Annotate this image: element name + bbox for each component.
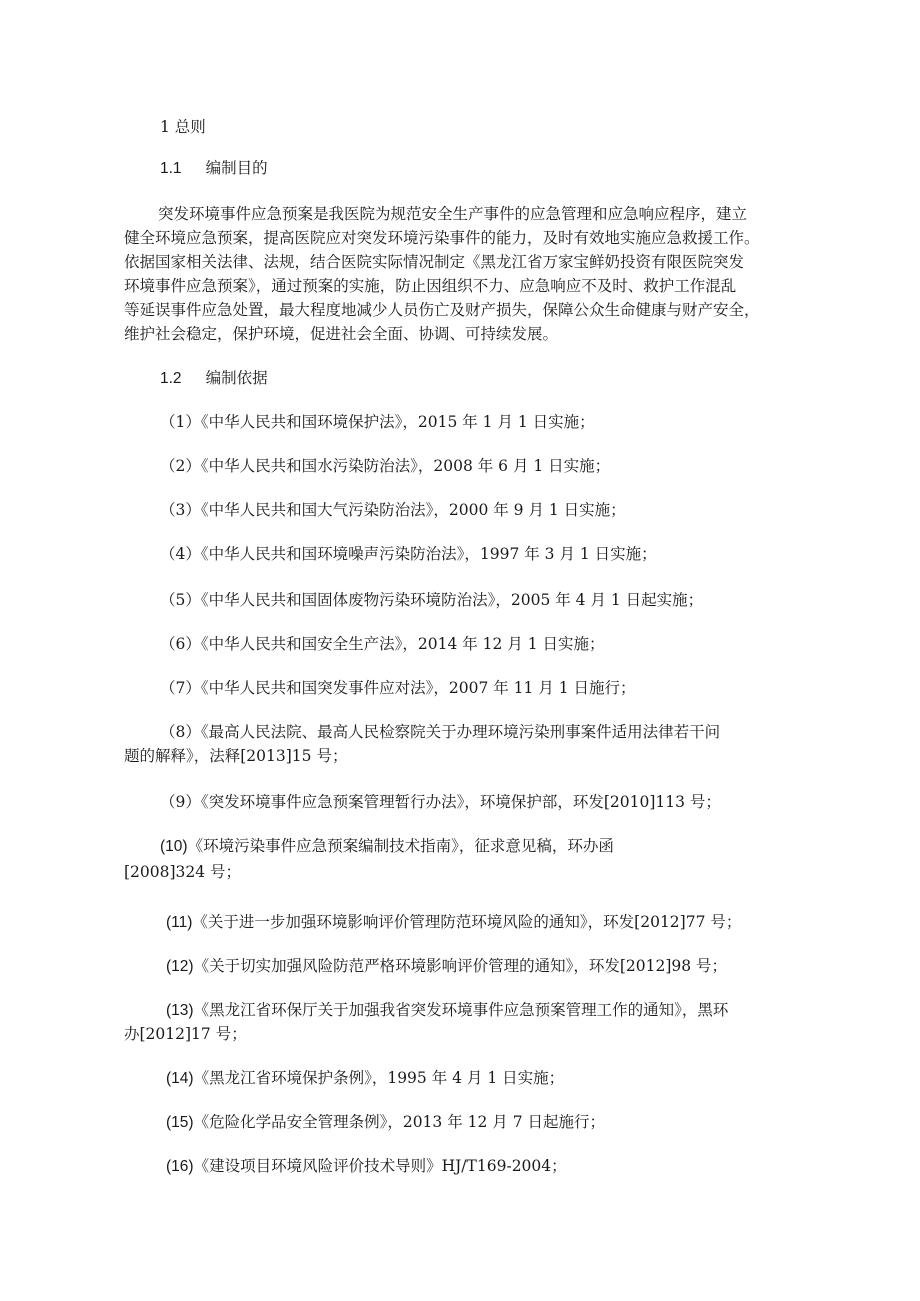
section-title bbox=[160, 115, 206, 139]
basis-item bbox=[160, 498, 626, 522]
basis-item-label: （7） bbox=[160, 679, 201, 697]
basis-item bbox=[166, 1066, 564, 1091]
basis-item-text: 《建设项目环境风险评价技术导则》HJ/T169-2004； bbox=[193, 1157, 567, 1175]
basis-item-text: 《关于进一步加强环境影响评价管理防范环境风险的通知》，环发[2012]77 号； bbox=[192, 913, 742, 931]
basis-item-label: (10) bbox=[160, 838, 188, 855]
paragraph-line: 环境事件应急预案》，通过预案的实施，防止因组织不力、应急响应不及时、救护工作混乱 bbox=[124, 277, 737, 295]
basis-item-text: 题的解释》，法释[2013]15 号； bbox=[124, 747, 348, 765]
paragraph-line: 依据国家相关法律、法规，结合医院实际情况制定《黑龙江省万家宝鲜奶投资有限医院突发 bbox=[124, 253, 745, 271]
basis-item-label: (12) bbox=[166, 958, 194, 975]
basis-item-label: (13) bbox=[166, 1002, 194, 1019]
basis-item-text: 《最高人民法院、最高人民检察院关于办理环境污染刑事案件适用法律若干问 bbox=[200, 723, 721, 741]
paragraph-line: 健全环境应急预案，提高医院应对突发环境污染事件的能力，及时有效地实施应急救援工作。 bbox=[124, 229, 760, 247]
basis-item-text: 《中华人民共和国大气污染防治法》，2000 年 9 月 1 日实施； bbox=[200, 501, 626, 519]
basis-item-text: 办[2012]17 号； bbox=[124, 1025, 247, 1043]
basis-item bbox=[160, 632, 605, 656]
section-title-text: 1 总则 bbox=[160, 118, 206, 136]
subsection-number: 1.1 bbox=[160, 160, 182, 177]
purpose-paragraph bbox=[124, 202, 800, 346]
basis-item-label: (14) bbox=[166, 1070, 194, 1087]
subsection-heading-basis bbox=[160, 366, 268, 391]
basis-item-text: 《突发环境事件应急预案管理暂行办法》，环境保护部，环发[2010]113 号； bbox=[200, 793, 721, 811]
basis-item bbox=[166, 998, 728, 1023]
basis-item bbox=[166, 1154, 567, 1179]
basis-item bbox=[160, 454, 610, 478]
subsection-title: 编制目的 bbox=[205, 159, 268, 177]
basis-item bbox=[166, 954, 727, 979]
basis-item-label: （5） bbox=[160, 591, 201, 609]
basis-item-text: 《危险化学品安全管理条例》，2013 年 12 月 7 日起施行； bbox=[193, 1113, 605, 1131]
basis-item bbox=[160, 676, 636, 700]
basis-item-label: (16) bbox=[166, 1158, 194, 1175]
basis-item-text: 《环境污染事件应急预案编制技术指南》，征求意见稿，环办函 bbox=[187, 837, 614, 855]
basis-item bbox=[166, 910, 741, 935]
basis-item-label: （2） bbox=[160, 457, 201, 475]
basis-item bbox=[160, 720, 720, 744]
subsection-number: 1.2 bbox=[160, 370, 182, 387]
basis-item-text: 《黑龙江省环保厅关于加强我省突发环境事件应急预案管理工作的通知》，黑环 bbox=[193, 1001, 729, 1019]
subsection-title: 编制依据 bbox=[205, 369, 268, 387]
basis-item-label: （8） bbox=[160, 723, 201, 741]
basis-item-continuation bbox=[124, 744, 347, 768]
basis-item-text: 《中华人民共和国突发事件应对法》，2007 年 11 月 1 日施行； bbox=[200, 679, 636, 697]
basis-item-continuation bbox=[124, 860, 241, 884]
basis-item-label: （1） bbox=[160, 413, 201, 431]
basis-item bbox=[160, 834, 614, 859]
basis-item-label: （4） bbox=[160, 545, 201, 563]
basis-item-label: （3） bbox=[160, 501, 201, 519]
basis-item-continuation bbox=[124, 1022, 247, 1046]
basis-item-text: 《中华人民共和国安全生产法》，2014 年 12 月 1 日实施； bbox=[200, 635, 605, 653]
paragraph-line: 维护社会稳定，保护环境，促进社会全面、协调、可持续发展。 bbox=[124, 325, 559, 343]
subsection-heading-purpose bbox=[160, 156, 268, 181]
basis-item-label: （6） bbox=[160, 635, 201, 653]
basis-item bbox=[166, 1110, 605, 1135]
basis-item-label: （9） bbox=[160, 793, 201, 811]
basis-item-text: [2008]324 号； bbox=[124, 863, 242, 881]
basis-item-text: 《中华人民共和国水污染防治法》，2008 年 6 月 1 日实施； bbox=[200, 457, 611, 475]
paragraph-line: 突发环境事件应急预案是我医院为规范安全生产事件的应急管理和应急响应程序，建立 bbox=[158, 205, 748, 223]
basis-item-label: (15) bbox=[166, 1114, 194, 1131]
basis-item-text: 《黑龙江省环境保护条例》，1995 年 4 月 1 日实施； bbox=[193, 1069, 565, 1087]
basis-item bbox=[160, 790, 721, 814]
basis-item bbox=[160, 542, 657, 566]
basis-item bbox=[160, 410, 595, 434]
paragraph-line: 等延误事件应急处置，最大程度地减少人员伤亡及财产损失，保障公众生命健康与财产安全， bbox=[124, 301, 760, 319]
basis-item-text: 《中华人民共和国环境保护法》，2015 年 1 月 1 日实施； bbox=[200, 413, 595, 431]
basis-item-text: 《关于切实加强风险防范严格环境影响评价管理的通知》，环发[2012]98 号； bbox=[193, 957, 728, 975]
basis-item-label: (11) bbox=[166, 914, 193, 931]
basis-item bbox=[160, 588, 703, 612]
basis-item-text: 《中华人民共和国固体废物污染环境防治法》，2005 年 4 月 1 日起实施； bbox=[200, 591, 704, 609]
basis-item-text: 《中华人民共和国环境噪声污染防治法》，1997 年 3 月 1 日实施； bbox=[200, 545, 657, 563]
